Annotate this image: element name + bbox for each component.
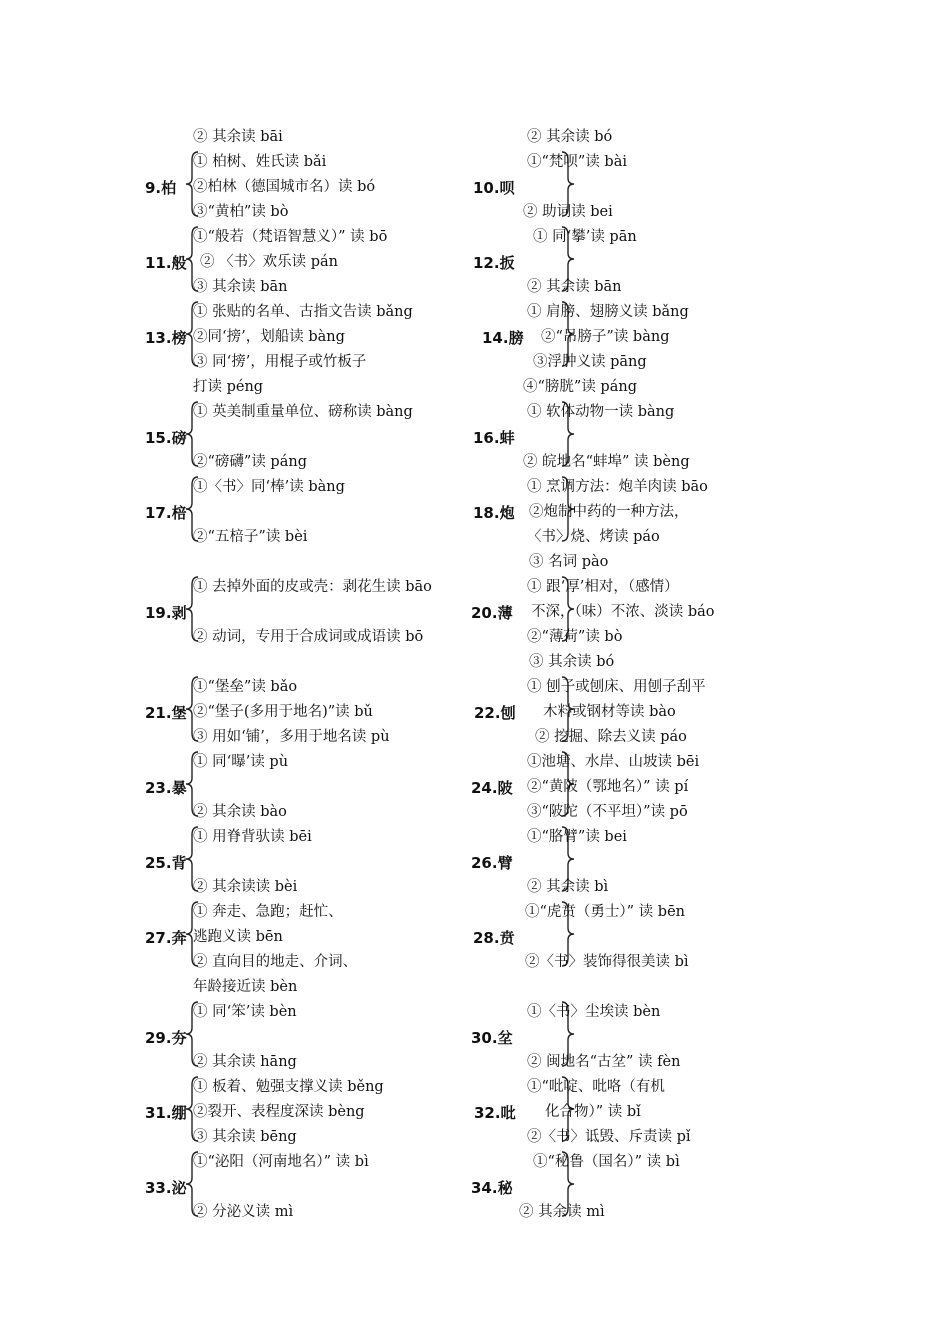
headword: 11.般	[145, 254, 187, 272]
entry-line: ② 分泌义读 mì	[193, 1204, 294, 1220]
headword: 30.坌	[471, 1029, 513, 1047]
entry-line: ② 〈书〉欢乐读 pán	[200, 254, 338, 270]
entry-line: ①池塘、水岸、山坡读 bēi	[527, 754, 700, 770]
entry-line: ② 其余读 mì	[519, 1204, 605, 1220]
headword: 15.磅	[145, 429, 187, 447]
entry-line: ②“磅礴”读 páng	[193, 454, 307, 470]
headword: 22.刨	[474, 704, 516, 722]
entry-line: ① 跟‘厚’相对，（感情）	[527, 579, 679, 595]
headword: 18.炮	[473, 504, 515, 522]
entry-line: ②炮制中药的一种方法，	[529, 504, 689, 520]
entry-line: ②同‘搒’，划船读 bàng	[193, 329, 345, 345]
entry-line: ②〈书〉装饰得很美读 bì	[525, 954, 689, 970]
headword: 27.奔	[145, 929, 187, 947]
entry-line: ②“五棓子”读 bèi	[193, 529, 308, 545]
headword: 26.臂	[471, 854, 513, 872]
headword: 20.薄	[471, 604, 513, 622]
entry-line: ③“陂陀（不平坦）”读 pō	[527, 804, 688, 820]
entry-line: ①“般若（梵语智慧义）” 读 bō	[193, 229, 388, 245]
entry-line: ① 英美制重量单位、磅称读 bàng	[193, 404, 413, 420]
entry-line: ②裂开、表程度深读 bèng	[193, 1104, 365, 1120]
entry-line: ① 奔走、急跑；赶忙、	[193, 904, 343, 920]
entry-line: ①〈书〉尘埃读 bèn	[527, 1004, 661, 1020]
entry-line: ③ 名词 pào	[529, 554, 609, 570]
entry-line: ④“膀胱”读 páng	[523, 379, 637, 395]
entry-line: ① 张贴的名单、古指文告读 bǎng	[193, 304, 413, 320]
headword: 14.膀	[482, 329, 524, 347]
entry-line: ② 其余读 bān	[527, 279, 622, 295]
entry-line: ② 其余读 bì	[527, 879, 609, 895]
entry-line: ①“梵呗”读 bài	[527, 154, 627, 170]
entry-line: 木料或钢材等读 bào	[543, 704, 676, 720]
entry-line: ③ 其余读 bān	[193, 279, 288, 295]
entry-line: ①“泌阳（河南地名）” 读 bì	[193, 1154, 369, 1170]
entry-line: ① 同‘攀’读 pān	[533, 229, 637, 245]
entry-line: ①“虎贲（勇士）” 读 bēn	[525, 904, 685, 920]
headword: 32.吡	[474, 1104, 516, 1122]
entry-line: ① 去掉外面的皮或壳：剥花生读 bāo	[193, 579, 432, 595]
entry-line: ①“胳臂”读 bei	[527, 829, 627, 845]
entry-line: ①“吡啶、吡咯（有机	[527, 1079, 665, 1095]
headword: 16.蚌	[473, 429, 515, 447]
entry-line: ① 同‘笨’读 bèn	[193, 1004, 297, 1020]
entry-line: ②“薄荷”读 bò	[527, 629, 623, 645]
entry-line: ② 其余读 bào	[193, 804, 287, 820]
headword: 23.暴	[145, 779, 187, 797]
headword: 34.秘	[471, 1179, 513, 1197]
headword: 10.呗	[473, 179, 515, 197]
headword: 19.剥	[145, 604, 187, 622]
entry-line: ③ 同‘搒’，用棍子或竹板子	[193, 354, 367, 370]
headword: 24.陂	[471, 779, 513, 797]
entry-line: ②“黄陂（鄂地名）” 读 pí	[527, 779, 689, 795]
entry-line: ① 烹调方法：炮羊肉读 bāo	[527, 479, 708, 495]
entry-line: ①“秘鲁（国名）” 读 bì	[533, 1154, 680, 1170]
entry-line: ③ 用如‘铺’，多用于地名读 pù	[193, 729, 390, 745]
entry-line: 年龄接近读 bèn	[193, 979, 298, 995]
headword: 17.棓	[145, 504, 187, 522]
entry-line: ③ 其余读 bēng	[193, 1129, 297, 1145]
headword: 13.榜	[145, 329, 187, 347]
entry-line: ② 其余读读 bèi	[193, 879, 298, 895]
entry-line: ①“堡垒”读 bǎo	[193, 679, 298, 695]
headword: 33.泌	[145, 1179, 187, 1197]
entry-line: ②〈书〉诋毁、斥责读 pǐ	[527, 1129, 691, 1145]
entry-line: ②柏林（德国城市名）读 bó	[193, 179, 376, 195]
entry-line: ② 皖地名“蚌埠” 读 bèng	[523, 454, 690, 470]
entry-line: ①〈书〉同‘棒’读 bàng	[193, 479, 345, 495]
entry-line: ② 助词读 bei	[523, 204, 613, 220]
entry-line: 不深，（味）不浓、淡读 báo	[531, 604, 715, 620]
entry-line: ②“堡子(多用于地名)”读 bǔ	[193, 704, 373, 720]
headword: 9.柏	[145, 179, 177, 197]
entry-line: 〈书〉烧、烤读 páo	[527, 529, 660, 545]
headword: 29.夯	[145, 1029, 187, 1047]
headword: 12.扳	[473, 254, 515, 272]
headword: 28.贲	[473, 929, 515, 947]
entry-line: ③ 其余读 bó	[529, 654, 615, 670]
entry-line: ① 板着、勉强支撑义读 běng	[193, 1079, 384, 1095]
entry-line: ② 其余读 bó	[527, 129, 613, 145]
entry-line: ② 动词，专用于合成词或成语读 bō	[193, 629, 424, 645]
entry-line: ②“吊膀子”读 bàng	[541, 329, 670, 345]
entry-line: 化合物）” 读 bǐ	[545, 1104, 641, 1120]
entry-line: ① 柏树、姓氏读 bǎi	[193, 154, 327, 170]
entry-line: ① 软体动物一读 bàng	[527, 404, 675, 420]
entry-line: ③浮肿义读 pāng	[533, 354, 647, 370]
entry-line: 打读 péng	[193, 379, 264, 395]
entry-line: ② 闽地名“古坌” 读 fèn	[527, 1054, 681, 1070]
entry-line: ① 刨子或刨床、用刨子刮平	[527, 679, 706, 695]
headword: 25.背	[145, 854, 187, 872]
entry-line: ① 同‘曝’读 pù	[193, 754, 289, 770]
entry-line: ① 用脊背驮读 bēi	[193, 829, 312, 845]
headword: 21.堡	[145, 704, 187, 722]
entry-line: ② 其余读 hāng	[193, 1054, 297, 1070]
headword: 31.绷	[145, 1104, 187, 1122]
entry-line: ② 挖掘、除去义读 páo	[535, 729, 687, 745]
entry-line: ② 其余读 bāi	[193, 129, 283, 145]
entry-line: ③“黄柏”读 bò	[193, 204, 289, 220]
entry-line: 逃跑义读 bēn	[193, 929, 283, 945]
entry-line: ② 直向目的地走、介词、	[193, 954, 358, 970]
entry-line: ① 肩膀、翅膀义读 bǎng	[527, 304, 689, 320]
